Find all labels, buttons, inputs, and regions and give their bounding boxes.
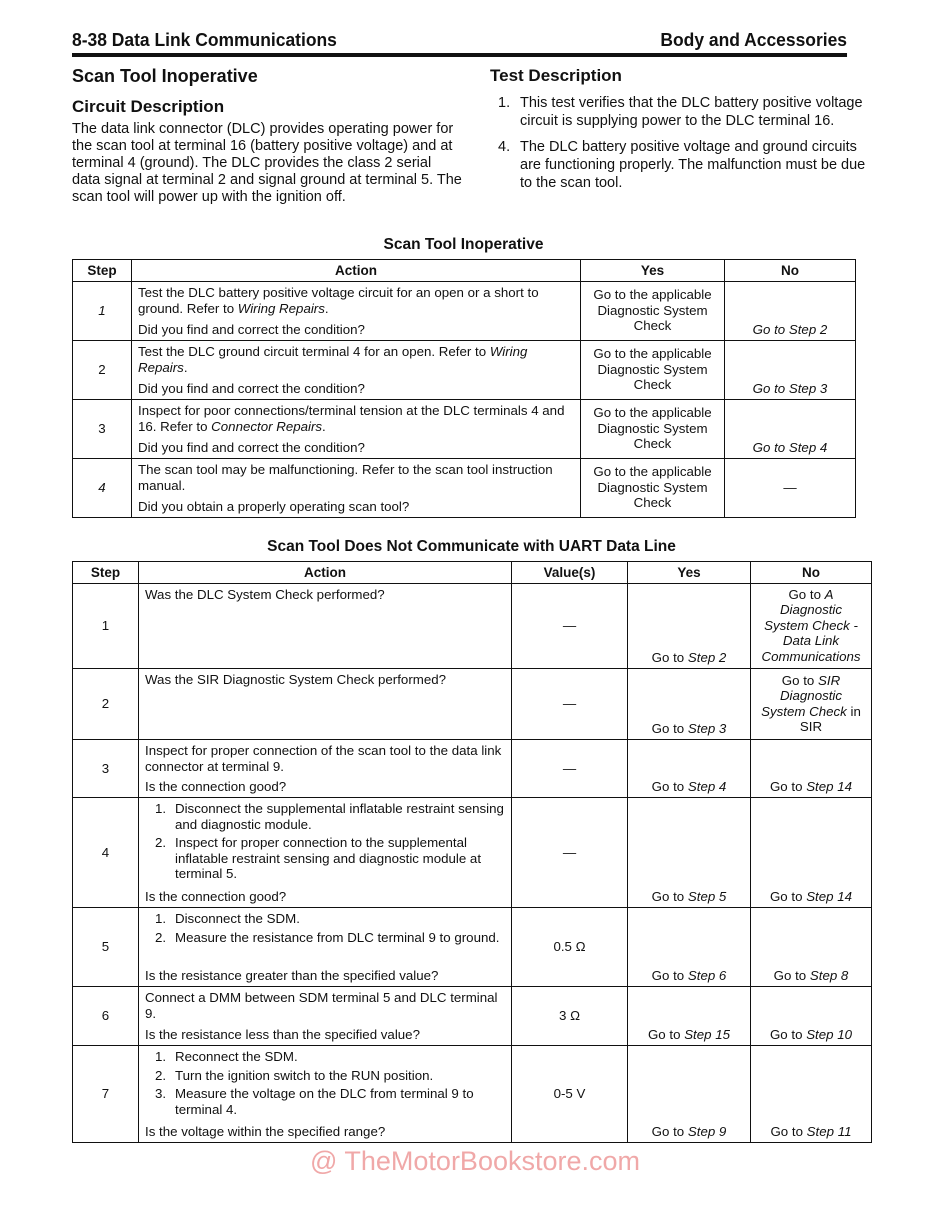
text-segment: Go to — [773, 967, 810, 983]
text-segment: Step 15 — [684, 1026, 731, 1042]
text-segment: — — [783, 479, 797, 495]
text-segment: Step 14 — [806, 888, 853, 904]
no-cell — [751, 987, 872, 1046]
text-segment: Inspect for proper connection of the scan tool to the data link connector at terminal 9. — [145, 743, 502, 774]
text-segment: Go to Step 3 — [752, 380, 828, 396]
no-cell — [751, 908, 872, 987]
yes-cell — [581, 459, 725, 518]
text-segment: Go to — [769, 778, 807, 794]
yes-cell — [628, 798, 751, 908]
value-cell: 0-5 V — [512, 1046, 628, 1143]
no-cell — [751, 798, 872, 908]
text-segment: Go to — [788, 586, 825, 602]
step-number: 2 — [73, 669, 139, 740]
item-text: This test verifies that the DLC battery positive voltage circuit is supplying power to the DLC terminal 16. — [520, 95, 863, 129]
circuit-text: The data link connector (DLC) provides operating power for the scan tool at terminal 16 (battery positive voltage) and at terminal 4 (ground). The DLC provides the class 2 serial data signal at terminal 2 and signal ground at terminal 5. The scan tool will power up with the ignition off. — [72, 121, 462, 205]
item-text: Inspect for proper connection to the supplemental inflatable restraint sensing and diagnostic module at terminal 5. — [175, 835, 482, 881]
action-content — [145, 743, 505, 794]
step-number: 5 — [73, 908, 139, 987]
yes-cell — [628, 1046, 751, 1143]
action-list-item — [145, 1086, 505, 1117]
action-content — [145, 587, 505, 665]
item-number: 1. — [498, 95, 511, 111]
action-text — [145, 990, 505, 1021]
text-segment: . — [183, 359, 188, 375]
item-text: Disconnect the SDM. — [175, 911, 300, 926]
item-number: 1. — [155, 801, 167, 816]
table-row — [73, 740, 872, 798]
action-content — [145, 801, 505, 904]
col-header: Step — [73, 260, 132, 282]
table1-title: Scan Tool Inoperative — [383, 236, 544, 253]
yes-cell — [628, 908, 751, 987]
watermark: @ TheMotorBookstore.com — [309, 1146, 641, 1176]
action-cell — [139, 908, 512, 987]
text-segment: Go to — [651, 1123, 688, 1139]
circuit-heading: Circuit Description — [72, 97, 225, 116]
step-number: 4 — [73, 459, 132, 518]
action-cell — [139, 740, 512, 798]
text-segment: Go to the applicable Diagnostic System Check — [593, 405, 712, 452]
col-header: Yes — [628, 562, 751, 584]
col-header: No — [751, 562, 872, 584]
col-header: Yes — [581, 260, 725, 282]
text-segment: The scan tool may be malfunctioning. Refer to the scan tool instruction manual. — [138, 462, 553, 493]
text-segment: in SIR — [799, 703, 861, 734]
text-segment: . — [322, 418, 326, 434]
text-segment: Connector Repairs — [211, 418, 323, 434]
text-segment: Go to — [769, 1026, 807, 1042]
action-question: Did you find and correct the condition? — [138, 439, 365, 455]
text-segment: Connect a DMM between SDM terminal 5 and DLC terminal 9. — [145, 990, 498, 1021]
header-left: 8-38 Data Link Communications — [72, 30, 337, 50]
no-cell — [725, 459, 856, 518]
step-number: 1 — [73, 282, 132, 341]
action-list-item — [145, 1049, 505, 1065]
value-cell: — — [512, 669, 628, 740]
action-text — [138, 462, 574, 493]
no-cell — [751, 740, 872, 798]
text-segment: Step 6 — [687, 967, 727, 983]
text-segment: Go to the applicable Diagnostic System Check — [593, 287, 712, 334]
yes-cell — [628, 584, 751, 669]
action-text — [138, 344, 574, 375]
text-segment: Go to Step 4 — [752, 439, 828, 455]
test-list — [498, 94, 868, 200]
table-row — [73, 908, 872, 987]
table2-title: Scan Tool Does Not Communicate with UART Data Line — [267, 538, 676, 555]
yes-cell — [628, 987, 751, 1046]
action-text — [138, 403, 574, 434]
step-number: 2 — [73, 341, 132, 400]
table-row — [73, 987, 872, 1046]
action-content — [145, 672, 505, 736]
action-content — [145, 911, 505, 983]
value-cell: 0.5 Ω — [512, 908, 628, 987]
yes-cell — [628, 740, 751, 798]
text-segment: Step 5 — [687, 888, 727, 904]
item-number: 4. — [498, 139, 511, 155]
item-number: 2. — [155, 835, 167, 850]
item-number: 2. — [155, 1067, 167, 1083]
table-row — [73, 282, 856, 341]
text-segment: Go to — [651, 778, 688, 794]
action-cell — [132, 341, 581, 400]
step-number: 1 — [73, 584, 139, 669]
no-cell — [751, 584, 872, 669]
action-list-item — [145, 835, 505, 882]
item-text: Reconnect the SDM. — [175, 1049, 298, 1064]
action-content — [138, 285, 574, 337]
col-header: Step — [73, 562, 139, 584]
action-question: Did you find and correct the condition? — [138, 380, 365, 396]
test-item — [498, 138, 868, 192]
action-text — [145, 587, 505, 603]
text-segment: Step 9 — [687, 1123, 727, 1139]
text-segment: Inspect for poor connections/terminal tension at the DLC terminals 4 and 16. Refer to — [138, 403, 565, 434]
col-header: Value(s) — [512, 562, 628, 584]
action-cell — [139, 584, 512, 669]
item-text: Disconnect the supplemental inflatable restraint sensing and diagnostic module. — [175, 801, 504, 832]
yes-cell — [581, 282, 725, 341]
no-cell — [725, 400, 856, 459]
text-segment: Step 8 — [809, 967, 849, 983]
action-content — [138, 403, 574, 455]
text-segment: A Diagnostic System Check - Data Link Communications — [761, 586, 861, 664]
item-number: 1. — [155, 1049, 167, 1064]
action-cell — [139, 798, 512, 908]
text-segment: Go to the applicable Diagnostic System Check — [593, 346, 712, 393]
no-cell — [751, 1046, 872, 1143]
action-content — [138, 344, 574, 396]
action-question: Is the resistance greater than the specified value? — [145, 967, 439, 983]
item-text: Turn the ignition switch to the RUN position. — [175, 1067, 434, 1083]
action-cell — [139, 987, 512, 1046]
text-segment: Test the DLC battery positive voltage circuit for an open or a short to ground. Refer to — [138, 285, 539, 316]
action-cell — [139, 1046, 512, 1143]
action-question: Did you obtain a properly operating scan tool? — [138, 498, 410, 514]
action-question: Is the resistance less than the specified value? — [145, 1026, 420, 1042]
text-segment: Go to — [647, 1026, 685, 1042]
table-row — [73, 1046, 872, 1143]
action-list-item — [145, 911, 505, 927]
text-segment: Wiring Repairs — [138, 344, 528, 375]
no-cell — [751, 669, 872, 740]
step-number: 3 — [73, 740, 139, 798]
action-content — [138, 462, 574, 514]
action-question: Is the connection good? — [145, 778, 287, 794]
table-row — [73, 798, 872, 908]
text-segment: Step 11 — [806, 1123, 852, 1139]
text-segment: Step 2 — [687, 649, 727, 665]
header-right: Body and Accessories — [660, 30, 848, 50]
test-heading: Test Description — [490, 66, 622, 85]
text-segment: Test the DLC ground circuit terminal 4 for an open. Refer to — [138, 344, 490, 359]
yes-cell — [628, 669, 751, 740]
table-row — [73, 400, 856, 459]
item-text: The DLC battery positive voltage and ground circuits are functioning properly. The malfunction must be due to the scan tool. — [520, 139, 866, 191]
action-cell — [139, 669, 512, 740]
action-content — [145, 990, 505, 1042]
action-question: Is the voltage within the specified range? — [145, 1123, 386, 1139]
text-segment: Go to — [651, 649, 688, 665]
table-row — [73, 341, 856, 400]
text-segment: Step 10 — [806, 1026, 853, 1042]
text-segment: Wiring Repairs — [237, 300, 325, 316]
value-cell: 3 Ω — [512, 987, 628, 1046]
value-cell: — — [512, 740, 628, 798]
yes-cell — [581, 400, 725, 459]
text-segment: Go to — [770, 1123, 807, 1139]
item-number: 3. — [155, 1086, 167, 1101]
action-list-item — [145, 801, 505, 832]
step-number: 4 — [73, 798, 139, 908]
action-content — [145, 1049, 505, 1139]
col-header: Action — [132, 260, 581, 282]
text-segment: Go to — [651, 720, 688, 736]
action-list-item — [145, 1068, 505, 1084]
item-text: Measure the voltage on the DLC from terminal 9 to terminal 4. — [175, 1086, 474, 1117]
test-item — [498, 94, 868, 130]
action-cell — [132, 400, 581, 459]
action-text — [138, 285, 574, 316]
value-cell: — — [512, 584, 628, 669]
text-segment: SIR Diagnostic System Check — [761, 672, 847, 719]
text-segment: Was the DLC System Check performed? — [145, 587, 385, 602]
action-list-item — [145, 930, 505, 946]
no-cell — [725, 341, 856, 400]
text-segment: Go to — [651, 888, 688, 904]
step-number: 7 — [73, 1046, 139, 1143]
item-number: 1. — [155, 911, 167, 926]
action-cell — [132, 282, 581, 341]
text-segment: Go to — [781, 672, 819, 688]
col-header: No — [725, 260, 856, 282]
text-segment: Go to Step 2 — [752, 321, 828, 337]
action-question: Is the connection good? — [145, 888, 287, 904]
table-row — [73, 584, 872, 669]
action-text — [145, 672, 505, 688]
table-uart-data-line — [72, 561, 872, 1143]
action-text — [145, 743, 505, 774]
item-number: 2. — [155, 929, 167, 945]
item-text: Measure the resistance from DLC terminal 9 to ground. — [175, 929, 500, 945]
text-segment: Go to the applicable Diagnostic System Check — [593, 464, 712, 511]
value-cell: — — [512, 798, 628, 908]
text-segment: Step 3 — [687, 720, 727, 736]
text-segment: Step 14 — [806, 778, 853, 794]
page-header — [72, 30, 847, 57]
table-row — [73, 669, 872, 740]
table-row — [73, 459, 856, 518]
text-segment: Go to — [651, 967, 688, 983]
action-cell — [132, 459, 581, 518]
text-segment: Was the SIR Diagnostic System Check performed? — [145, 672, 447, 687]
yes-cell — [581, 341, 725, 400]
step-number: 6 — [73, 987, 139, 1046]
action-question: Did you find and correct the condition? — [138, 321, 365, 337]
text-segment: Step 4 — [687, 778, 727, 794]
page-title: Scan Tool Inoperative — [72, 66, 258, 86]
no-cell — [725, 282, 856, 341]
table-scan-tool-inoperative — [72, 259, 856, 518]
step-number: 3 — [73, 400, 132, 459]
text-segment: Go to — [769, 888, 807, 904]
text-segment: . — [324, 300, 329, 316]
col-header: Action — [139, 562, 512, 584]
